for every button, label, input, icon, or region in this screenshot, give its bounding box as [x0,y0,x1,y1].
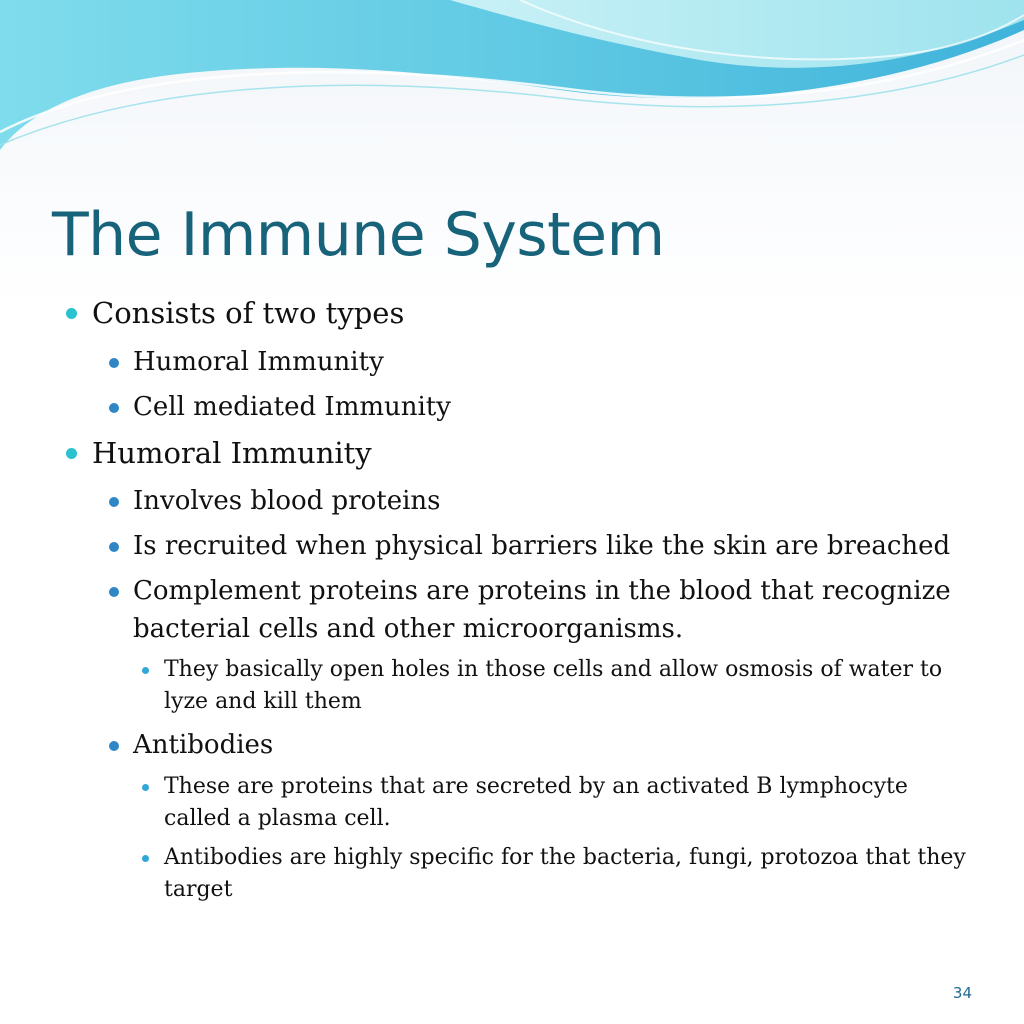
bullet-item [133,343,384,381]
bullet-text: Antibodies [133,730,274,760]
bullet-text: They basically open holes in those cells and allow osmosis of water to lyze and kill them [164,657,943,714]
bullet-dot-icon [109,587,119,597]
bullet-dot-icon [142,784,149,791]
bullet-text: Involves blood proteins [133,486,441,516]
bullet-text: Complement proteins are proteins in the blood that recognize bacterial cells and other microorganisms. [133,576,951,644]
bullet-dot-icon [109,741,119,751]
slide-title: The Immune System [52,200,665,270]
bullet-item [133,388,451,426]
slide-number: 34 [952,984,972,1002]
bullet-dot-icon [66,448,77,459]
bullet-text: Is recruited when physical barriers like the skin are breached [133,531,951,561]
bullet-text: Humoral Immunity [133,347,384,377]
bullet-item [164,771,974,835]
bullet-item [133,527,983,565]
bullet-item [133,482,441,520]
bullet-item [133,726,273,764]
bullet-item [92,294,404,332]
bullet-item [133,572,973,648]
bullet-text: Humoral Immunity [92,436,372,470]
bullet-text: Cell mediated Immunity [133,392,451,422]
header-wave-decoration [0,0,1024,170]
bullet-text: Consists of two types [92,296,405,330]
bullet-item [164,654,974,718]
bullet-item [92,434,372,472]
bullet-dot-icon [66,308,77,319]
bullet-dot-icon [142,667,149,674]
bullet-dot-icon [109,497,119,507]
bullet-dot-icon [109,358,119,368]
bullet-dot-icon [109,542,119,552]
bullet-dot-icon [109,403,119,413]
bullet-item [164,842,974,906]
bullet-text: These are proteins that are secreted by an activated B lymphocyte called a plasma cell. [164,774,908,831]
bullet-text: Antibodies are highly specific for the bacteria, fungi, protozoa that they target [164,845,966,902]
bullet-dot-icon [142,855,149,862]
